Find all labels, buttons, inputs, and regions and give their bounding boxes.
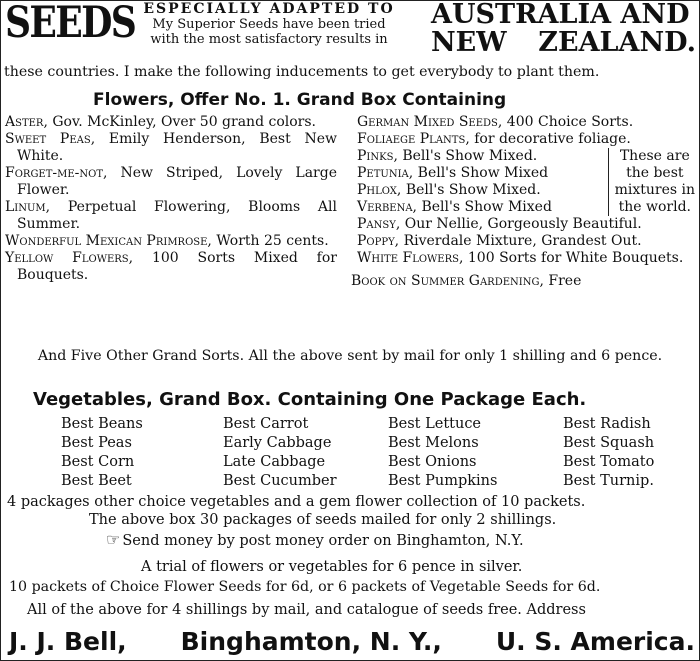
flower-name: Forget-me-not, <box>5 165 108 181</box>
flower-item <box>5 131 337 165</box>
flower-name: Poppy, <box>357 233 400 249</box>
vegetable-item: Early Cabbage <box>223 435 332 451</box>
tried-line-2: with the most satisfactory results in <box>150 32 388 47</box>
trial-line-3: All of the above for 4 shillings by mail, and catalogue of seeds free. Address <box>27 602 586 618</box>
flower-item <box>5 199 337 233</box>
flower-name: Yellow Flowers, <box>5 250 134 266</box>
mixed-flower-item <box>357 199 552 216</box>
flower-name: Linum, <box>5 199 51 215</box>
mixtures-block <box>357 148 695 216</box>
australia-and: AUSTRALIA AND <box>431 0 690 30</box>
flower-description: Worth 25 cents. <box>211 233 329 249</box>
flower-description: Our Nellie, Gorgeously Beautiful. <box>400 216 642 232</box>
packages-line: 4 packages other choice vegetables and a gem flower collection of 10 packets. <box>7 494 586 510</box>
flower-name: Pinks, <box>357 148 398 164</box>
flower-description: for decorative foliage. <box>469 131 631 147</box>
book-offer <box>351 273 695 290</box>
vegetable-item: Best Lettuce <box>388 416 482 432</box>
vegetable-item: Best Beet <box>61 473 132 489</box>
vegetable-column <box>61 415 223 491</box>
mixtures-note-line: mixtures in <box>614 182 695 198</box>
vegetable-item: Best Turnip. <box>563 473 654 489</box>
vegetable-column <box>388 415 563 491</box>
flower-description: Riverdale Mixture, Grandest Out. <box>399 233 642 249</box>
trial-line-1: A trial of flowers or vegetables for 6 pence in silver. <box>141 559 523 575</box>
flower-description: New Striped, Lovely Large Flower. <box>17 165 337 198</box>
flower-name: Phlox, <box>357 182 402 198</box>
flower-item <box>357 114 695 131</box>
vegetable-item: Best Squash <box>563 435 655 451</box>
pointing-hand-icon: ☞ <box>106 530 121 549</box>
trial-line-2: 10 packets of Choice Flower Seeds for 6d, or 6 packets of Vegetable Seeds for 6d. <box>9 579 601 595</box>
flower-item <box>5 165 337 199</box>
flower-description: 100 Sorts for White Bouquets. <box>463 250 684 266</box>
money-order-line <box>106 531 524 550</box>
flower-item <box>5 250 337 284</box>
flower-description: Bell's Show Mixed. <box>401 182 541 198</box>
tried-line-1: My Superior Seeds have been tried <box>152 17 386 32</box>
flowers-right-column <box>351 114 695 290</box>
address-country: U. S. America. <box>495 627 695 656</box>
flower-description: Emily Henderson, Best New White. <box>17 131 337 164</box>
address-city: Binghamton, N. Y., <box>180 627 442 656</box>
box-price-line: The above box 30 packages of seeds mailed for only 2 shillings. <box>89 512 557 528</box>
address-line <box>9 627 695 656</box>
flower-item <box>357 216 695 233</box>
flower-description: Perpetual Flowering, Blooms All Summer. <box>17 199 337 232</box>
flower-item <box>5 114 337 131</box>
mixtures-note-line: the best <box>626 165 684 181</box>
vegetable-item: Best Peas <box>61 435 132 451</box>
seeds-title: SEEDS <box>5 0 136 48</box>
flower-item <box>357 233 695 250</box>
vegetable-item: Best Melons <box>388 435 479 451</box>
flower-name: White Flowers, <box>357 250 464 266</box>
vegetable-item: Best Carrot <box>223 416 309 432</box>
flower-item <box>357 250 695 267</box>
intro-line: these countries. I make the following inducements to get everybody to plant them. <box>4 64 600 80</box>
zealand-word: ZEALAND. <box>538 27 696 58</box>
flower-description: Bell's Show Mixed <box>417 199 552 215</box>
flower-name: Wonderful Mexican Primrose, <box>5 233 212 249</box>
vegetable-item: Best Radish <box>563 416 651 432</box>
flower-item <box>5 233 337 250</box>
new-zealand <box>431 29 696 57</box>
vegetable-item: Best Beans <box>61 416 143 432</box>
flower-item <box>357 131 695 148</box>
header-middle <box>115 2 423 47</box>
mixed-flower-item <box>357 165 552 182</box>
flower-name: Aster, <box>5 114 48 130</box>
mixed-flower-item <box>357 148 552 165</box>
especially-adapted: ESPECIALLY ADAPTED TO <box>143 1 395 17</box>
flower-description: Bell's Show Mixed <box>413 165 549 181</box>
vegetable-item: Best Onions <box>388 454 477 470</box>
vegetable-item: Late Cabbage <box>223 454 326 470</box>
mixed-flower-item <box>357 182 552 199</box>
vegetable-column <box>223 415 388 491</box>
flower-name: Verbena, <box>357 199 418 215</box>
vegetable-item: Best Tomato <box>563 454 655 470</box>
vegetable-column <box>563 415 681 491</box>
mixtures-note <box>608 148 695 216</box>
new-word: NEW <box>431 27 507 58</box>
flower-name: Petunia, <box>357 165 414 181</box>
vegetable-item: Best Pumpkins <box>388 473 498 489</box>
flowers-left-column <box>5 114 337 284</box>
country-title <box>431 1 696 57</box>
mixtures-note-line: These are <box>619 148 690 164</box>
mixtures-note-line: the world. <box>618 199 691 215</box>
vegetable-grid <box>61 415 681 491</box>
flower-description: 100 Sorts Mixed for Bouquets. <box>17 250 337 283</box>
flowers-heading: Flowers, Offer No. 1. Grand Box Containing <box>93 90 507 110</box>
flower-name: German Mixed Seeds, <box>357 114 503 130</box>
flower-name: Pansy, <box>357 216 401 232</box>
vegetable-item: Best Cucumber <box>223 473 337 489</box>
flowers-footer: And Five Other Grand Sorts. All the above sent by mail for only 1 shilling and 6 pence. <box>37 348 663 364</box>
vegetables-heading: Vegetables, Grand Box. Containing One Package Each. <box>33 389 587 410</box>
money-text: Send money by post money order on Binghamton, N.Y. <box>122 533 524 549</box>
vegetable-item: Best Corn <box>61 454 135 470</box>
flower-description: Bell's Show Mixed. <box>397 148 538 164</box>
flower-description: 400 Choice Sorts. <box>502 114 634 130</box>
flower-name: Sweet Peas, <box>5 131 96 147</box>
address-name: J. J. Bell, <box>9 627 127 656</box>
flower-name: Foliaege Plants, <box>357 131 470 147</box>
flower-description: Gov. McKinley, Over 50 grand colors. <box>47 114 316 130</box>
book-text: Free <box>543 273 582 289</box>
book-name: Book on Summer Gardening, <box>351 273 544 289</box>
